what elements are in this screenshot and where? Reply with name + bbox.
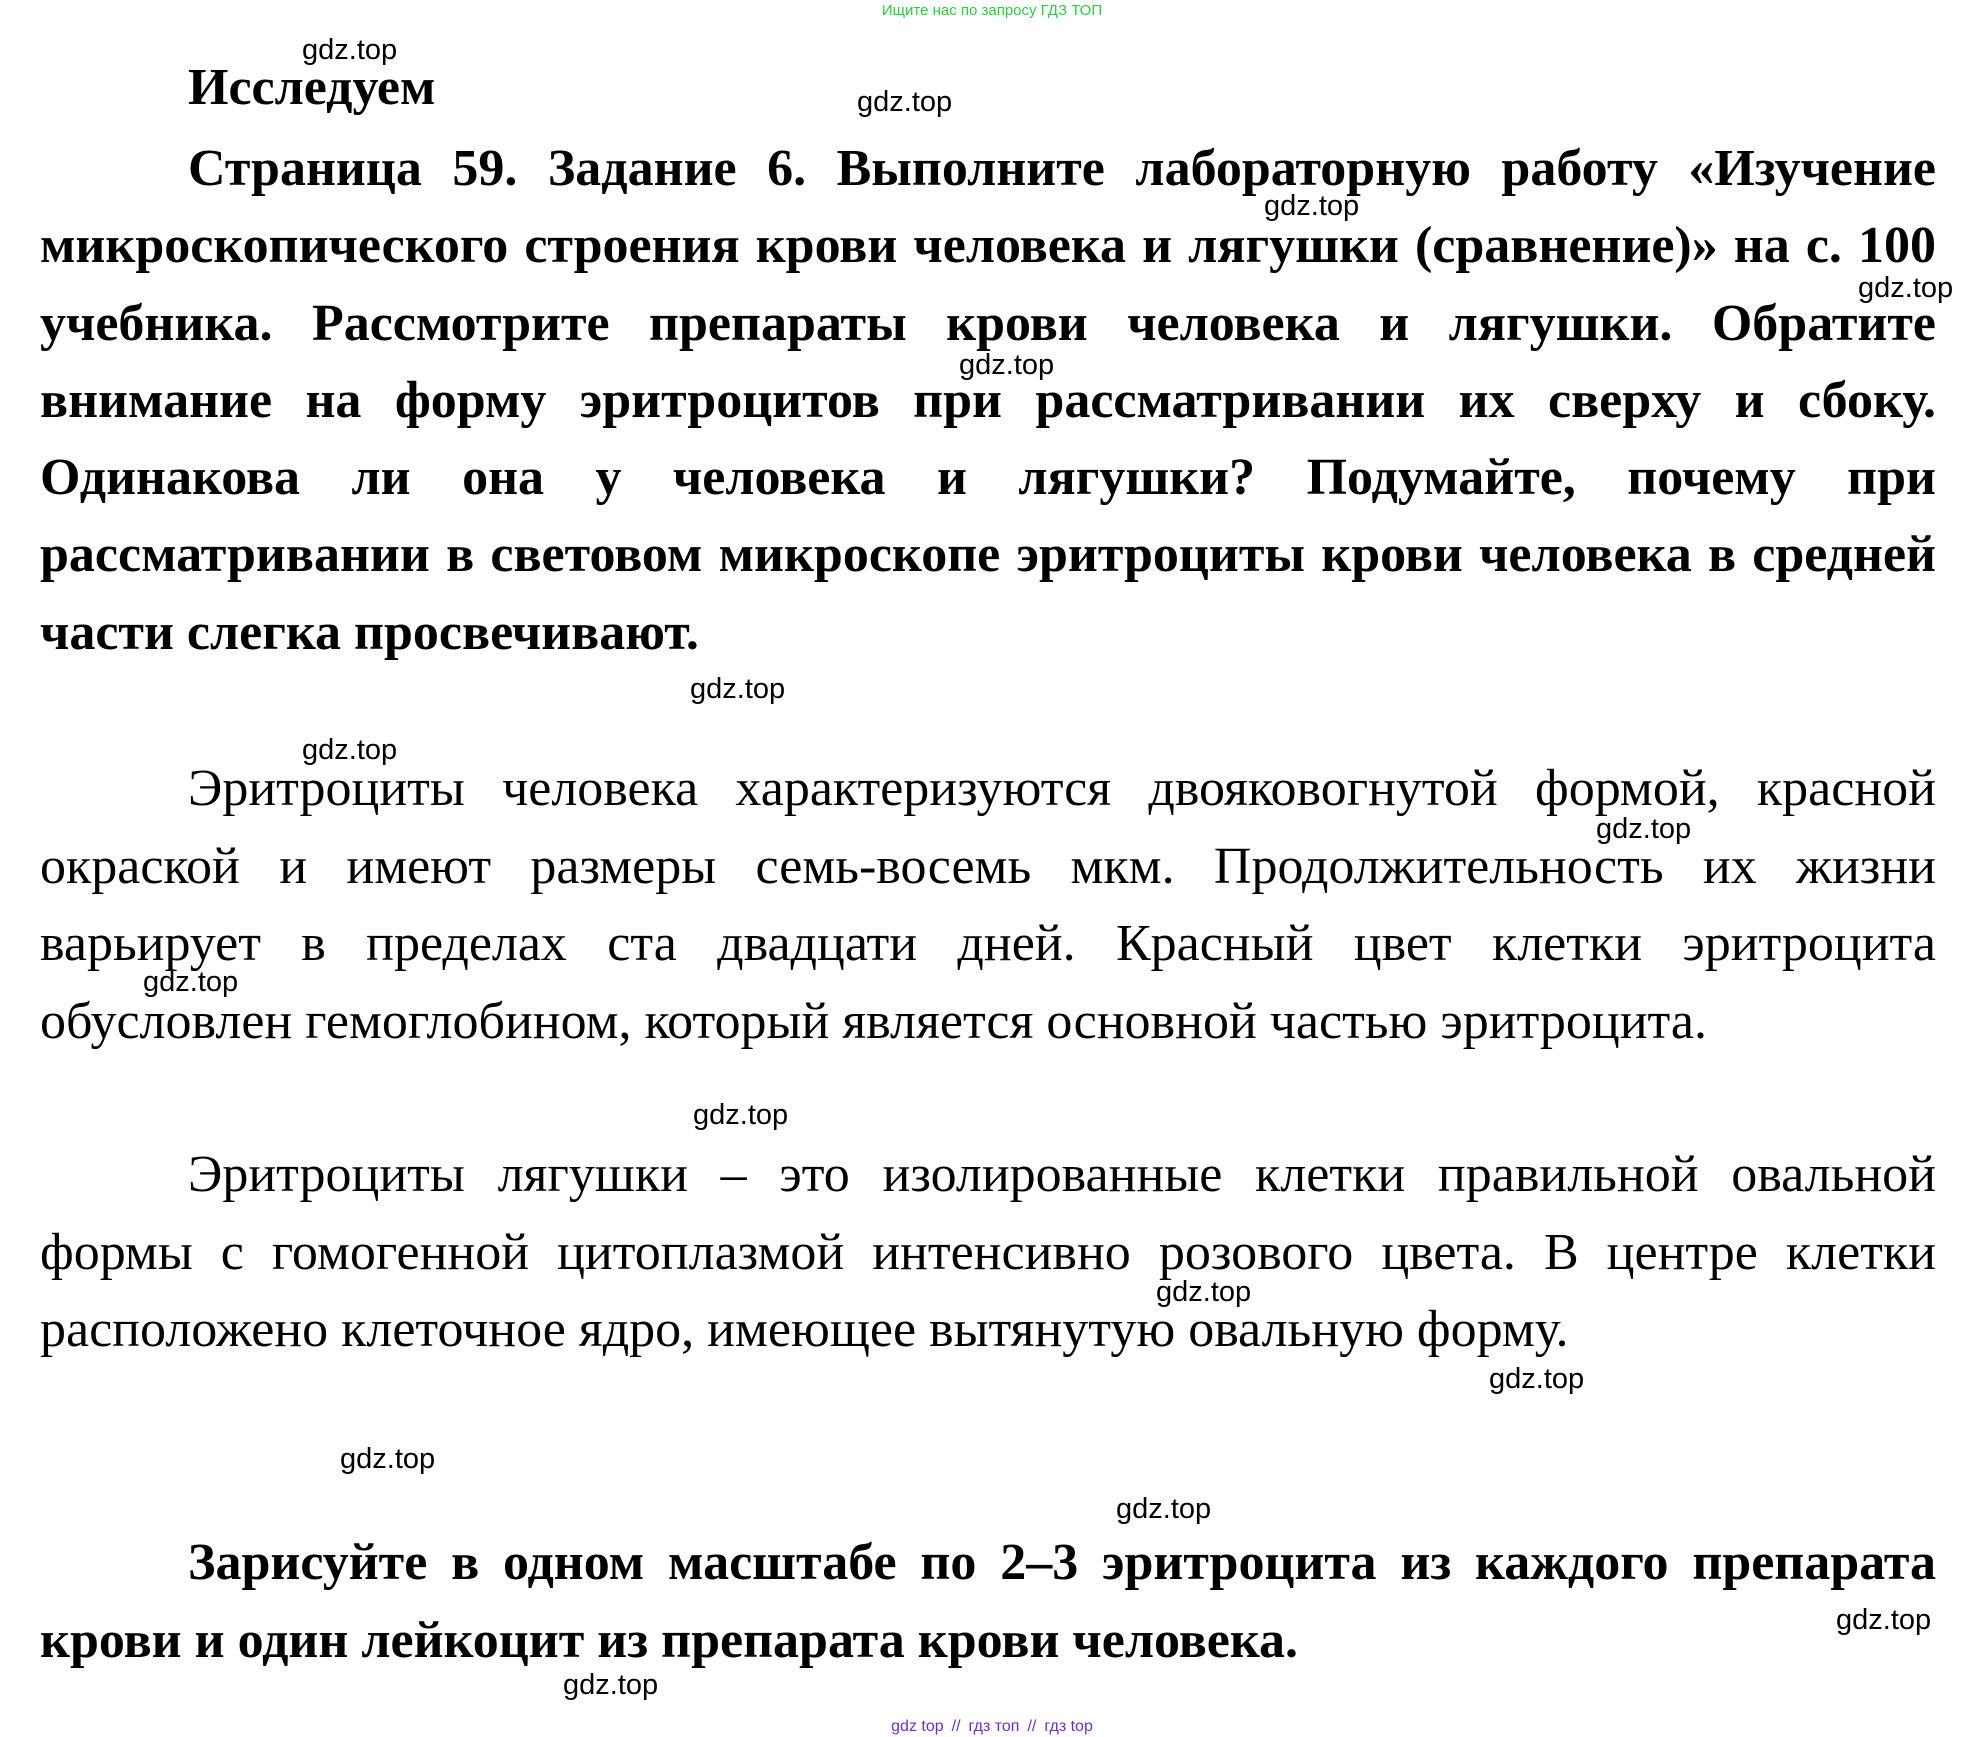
watermark: gdz.top: [1836, 1604, 1932, 1636]
watermark: gdz.top: [857, 86, 953, 118]
drawing-task-text: Зарисуйте в одном масштабе по 2–3 эритроцита из каждого препарата крови и один лейкоцит из препарата крови человека.: [40, 1534, 1936, 1669]
section-heading: Исследуем: [188, 59, 436, 116]
watermark: gdz.top: [1116, 1493, 1212, 1525]
watermark: gdz.top: [1264, 190, 1360, 222]
footer-separator: //: [1027, 1718, 1037, 1735]
watermark: gdz.top: [302, 34, 398, 66]
watermark: gdz.top: [143, 966, 239, 998]
task-text: Страница 59. Задание 6. Выполните лабораторную работу «Изучение микроскопического строения крови человека и лягушки (сравнение)» на с. 100 учебника. Рассмотрите препараты крови человека и лягушки. Обратите внимание на форму эритроцитов при рассматривании их сверху и сбоку. Одинакова ли она у человека и лягушки? Подумайте, почему при рассматривании в световом микроскопе эритроциты крови человека в средней части слегка просвечивают.: [40, 140, 1936, 661]
footer-item: gdz top: [891, 1718, 944, 1735]
answer-human-erythrocytes: Эритроциты человека характеризуются двояковогнутой формой, красной окраской и имеют размеры семь-восемь мкм. Продолжительность их жизни варьирует в пределах ста двадцати дней. Красный цвет клетки эритроцита обусловлен гемоглобином, который является основной частью эритроцита.: [40, 760, 1936, 1050]
footer-item: гдз топ: [968, 1718, 1020, 1735]
watermark: gdz.top: [690, 673, 786, 705]
watermark: gdz.top: [693, 1099, 789, 1131]
watermark: gdz.top: [302, 734, 398, 766]
top-banner: Ищите нас по запросу ГДЗ ТОП: [881, 2, 1103, 19]
watermark: gdz.top: [959, 349, 1055, 381]
watermark: gdz.top: [1156, 1276, 1252, 1308]
watermark: gdz.top: [1858, 272, 1954, 304]
footer-separator: //: [951, 1718, 961, 1735]
watermark: gdz.top: [1596, 813, 1692, 845]
watermark: gdz.top: [340, 1443, 436, 1475]
footer-item: гдз top: [1044, 1718, 1093, 1735]
watermark: gdz.top: [563, 1669, 659, 1701]
answer-frog-erythrocytes: Эритроциты лягушки – это изолированные клетки правильной овальной формы с гомогенной цитоплазмой интенсивно розового цвета. В центре клетки расположено клеточное ядро, имеющее вытянутую овальную форму.: [40, 1146, 1936, 1358]
watermark: gdz.top: [1489, 1363, 1585, 1395]
footer-watermark: [0, 1718, 1984, 1736]
